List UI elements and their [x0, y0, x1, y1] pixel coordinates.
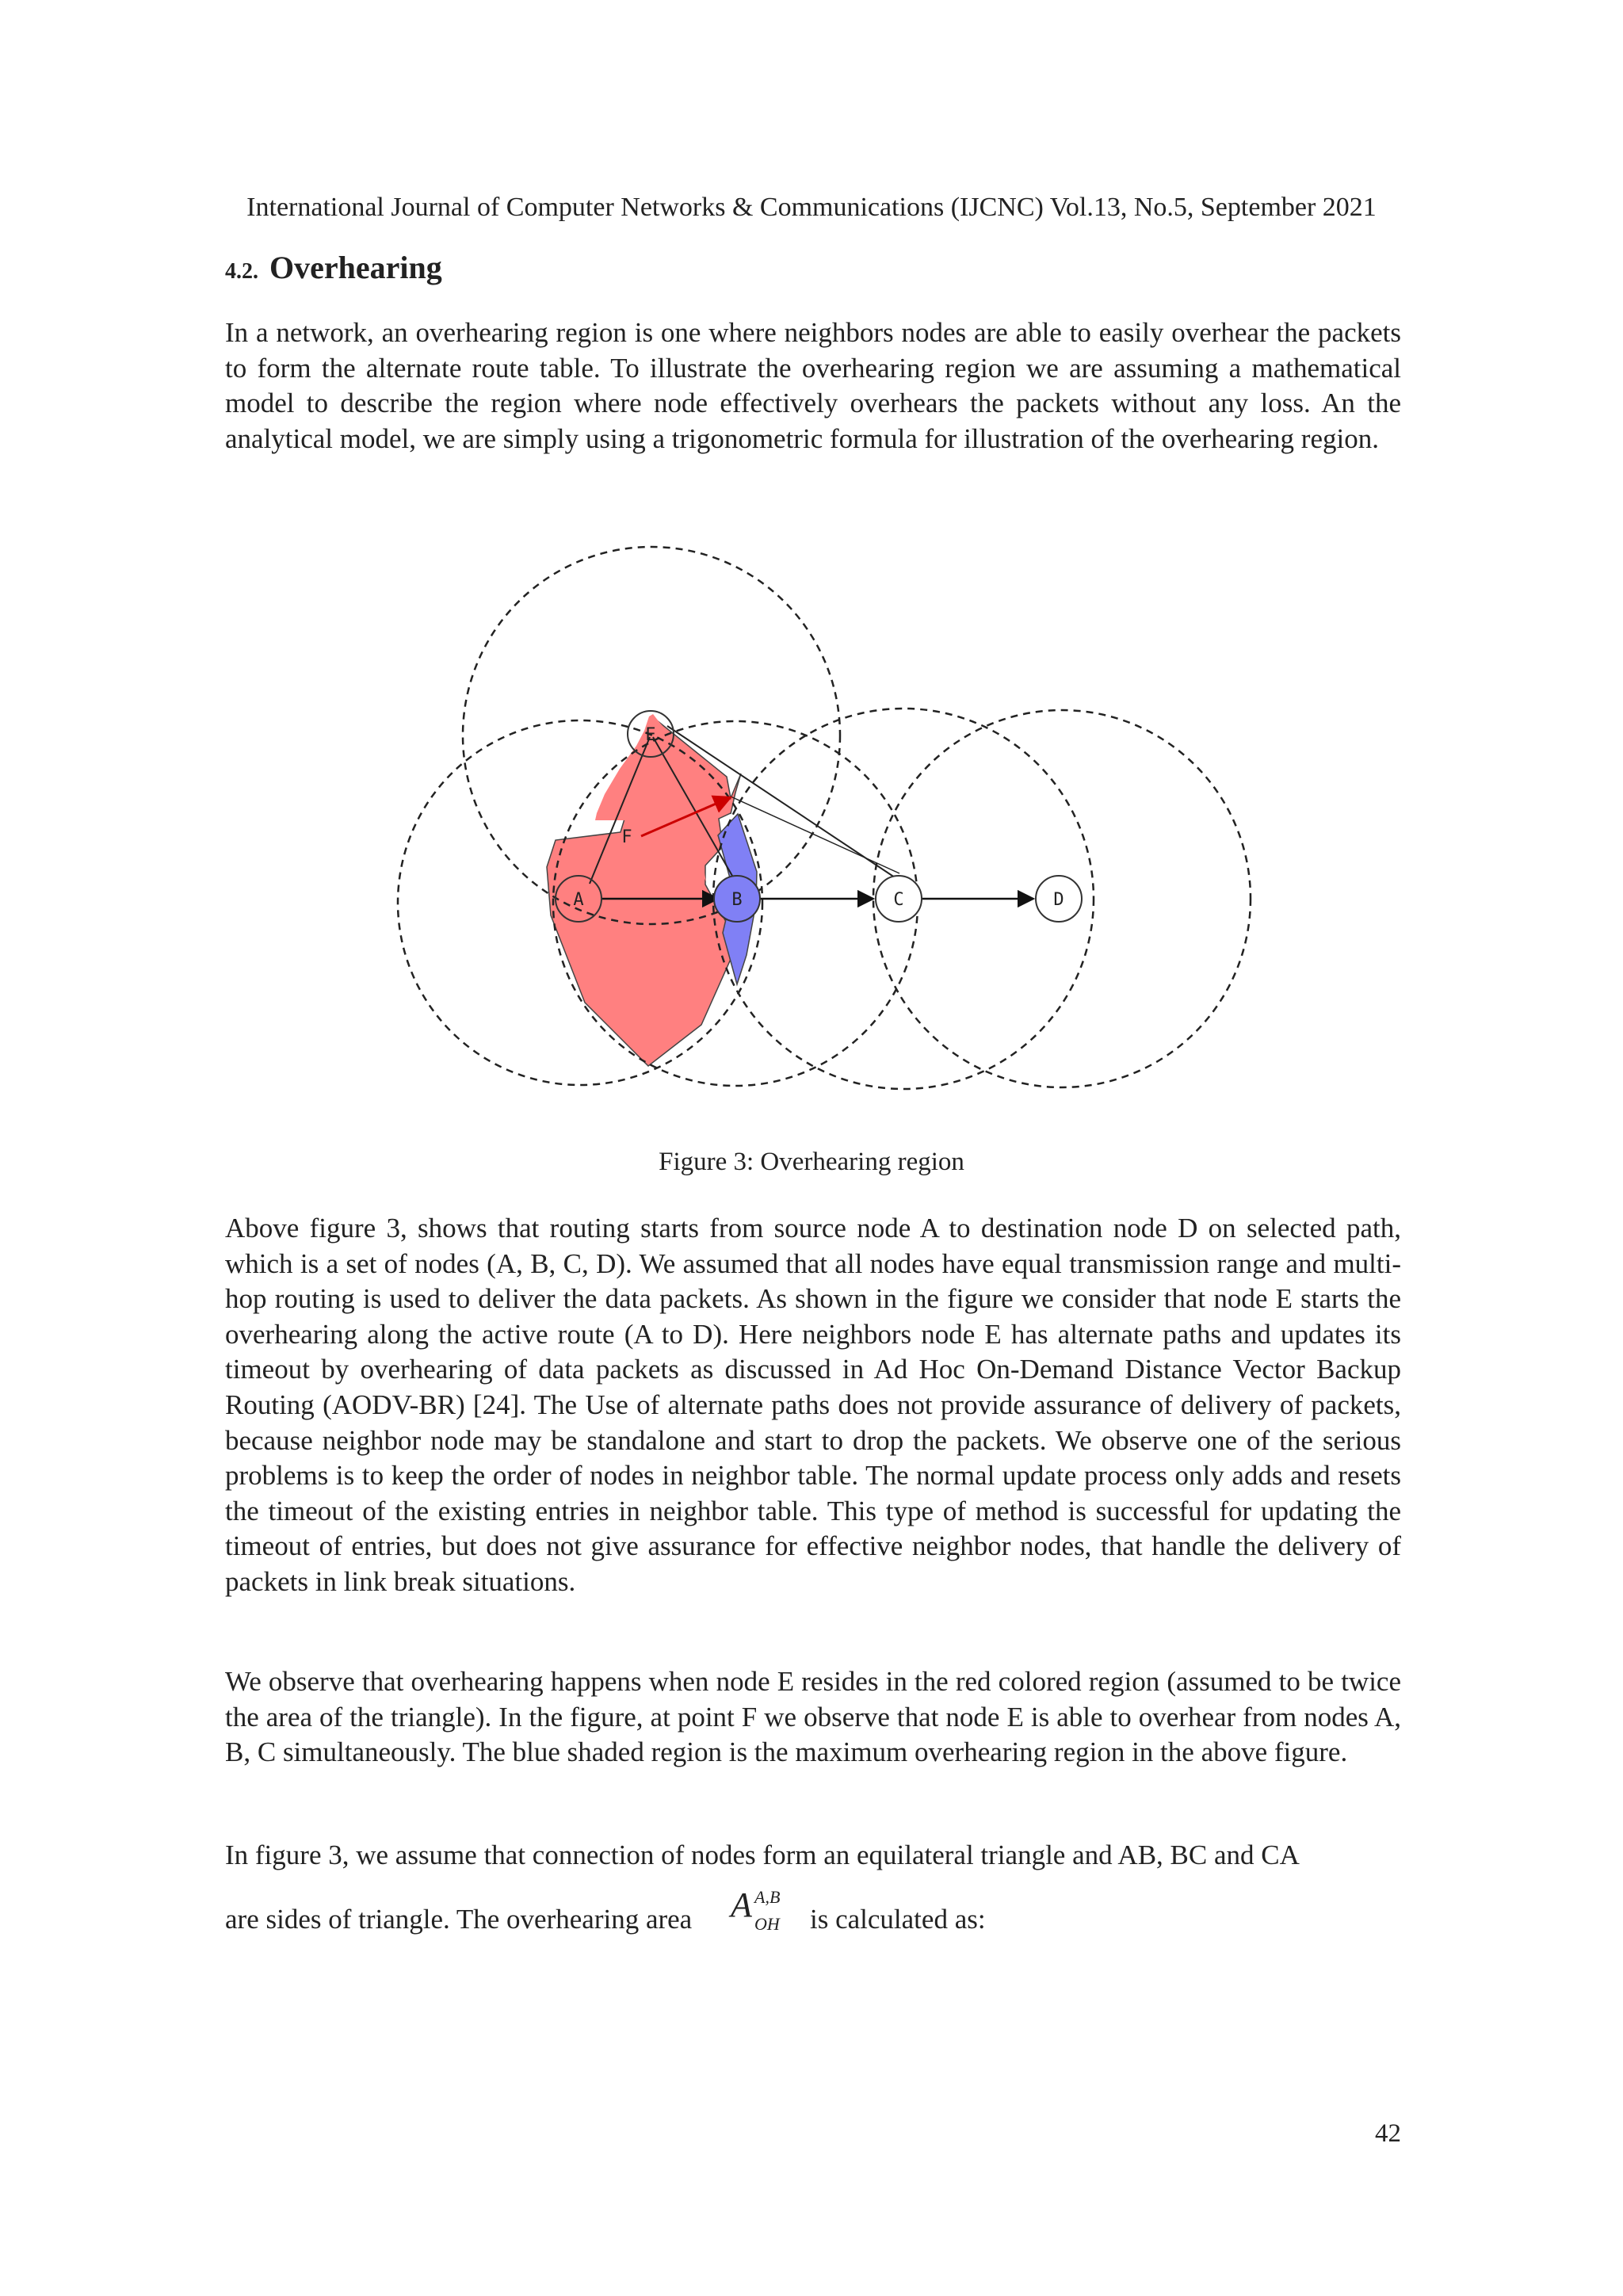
equation-line [225, 1880, 1401, 1951]
figure-caption: Figure 3: Overhearing region [659, 1148, 964, 1176]
running-header: International Journal of Computer Networks & Communications (IJCNC) Vol.13, No.5, September 2021 [246, 193, 1377, 222]
node-b [714, 876, 760, 922]
section-heading [225, 249, 442, 291]
figure-svg [380, 523, 1268, 1110]
node-c-label: C [893, 890, 904, 910]
node-d [1036, 876, 1082, 922]
link-f-c [731, 797, 899, 873]
point-f-label: F [621, 827, 632, 847]
page-number: 42 [1375, 2119, 1401, 2148]
paragraph-routing: Above figure 3, shows that routing starts from source node A to destination node D on selected path, which is a set of nodes (A, B, C, D). We assumed that all nodes have equal transmission range and multi-hop routing is used to deliver the data packets. As shown in the figure we consider that node E starts the overhearing along the active route (A to D). Here neighbors node E has alternate paths and updates its timeout by overhearing of data packets as discussed in Ad Hoc On-Demand Distance Vector Backup Routing (AODV-BR) [24]. The Use of alternate paths does not provide assurance of delivery of packets, because neighbor node may be standalone and start to drop the packets. We observe one of the serious problems is to keep the order of nodes in neighbor table. The normal update process only adds and resets the timeout of the existing entries in neighbor table. This type of method is successful for updating the timeout of entries, but does not give assurance for effective neighbor nodes, that handle the delivery of packets in link break situations. [225, 1213, 1401, 1597]
node-d-label: D [1053, 890, 1064, 910]
symbol-subscript: OH [754, 1914, 780, 1934]
paragraph-triangle-assumption: In figure 3, we assume that connection of nodes form an equilateral triangle and AB, BC and CA [225, 1839, 1300, 1870]
equation-lead-text: are sides of triangle. The overhearing area [225, 1904, 693, 1935]
symbol-superscript: A,B [754, 1887, 781, 1907]
node-b-label: B [731, 890, 743, 910]
node-e-label: E [645, 725, 656, 745]
paragraph-overhearing-observation: We observe that overhearing happens when node E resides in the red colored region (assumed to be twice the area of the triangle). In the figure, at point F we observe that node E is able to overhear from nodes A, B, C simultaneously. The blue shaded region is the maximum overhearing region in the above figure. [225, 1666, 1401, 1768]
equation-trail-text: is calculated as: [810, 1904, 986, 1935]
overhearing-area-symbol [731, 1880, 807, 1943]
paragraph-intro: In a network, an overhearing region is one where neighbors nodes are able to easily overhear the packets to form the alternate route table. To illustrate the overhearing region we are assuming a mathematical model to describe the region where node effectively overhears the packets without any loss. An the analytical model, we are simply using a trigonometric formula for illustration of the overhearing region. [225, 317, 1401, 454]
symbol-base: A [731, 1885, 752, 1924]
node-a-label: A [573, 890, 584, 910]
overhearing-region-figure [380, 523, 1268, 1110]
section-title: Overhearing [269, 250, 442, 285]
node-c [876, 876, 922, 922]
section-number: 4.2. [225, 259, 258, 284]
